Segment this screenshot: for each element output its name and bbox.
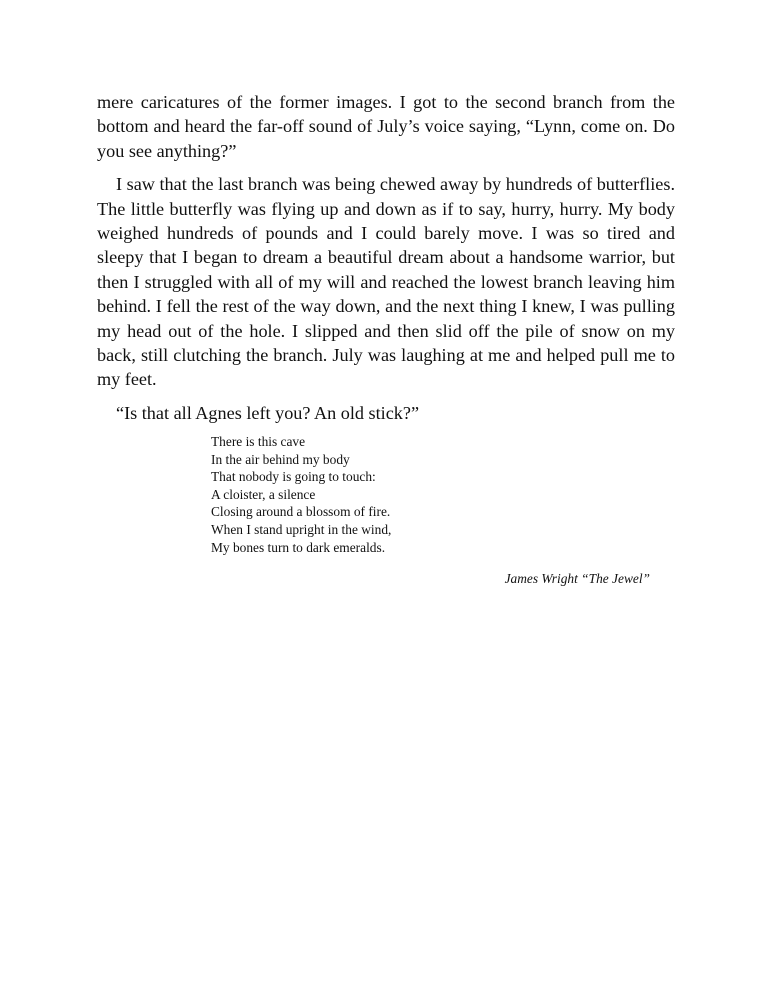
paragraph-dialogue: “Is that all Agnes left you? An old stick?” [116,402,420,423]
poem-line: A cloister, a silence [211,486,316,502]
poem-line: That nobody is going to touch: [211,469,376,485]
poem-attribution: James Wright “The Jewel” [504,571,650,586]
poem-line: When I stand upright in the wind, [211,521,392,537]
poem-line: There is this cave [211,434,306,449]
paragraph-butterflies: I saw that the last branch was being chewed away by hundreds of butterflies. The little butterfly was flying up and down as if to say, hurry, hurry. My body weighed hundreds of pounds and I could barely move. I was so tired and sleepy that I began to dream a beautiful dream about a handsome warrior, but then I struggled with all of my will and reached the lowest branch leaving him behind. I fell the rest of the way down, and the next thing I knew, I was pulling my head out of the hole. I slipped and then slid off the pile of snow on my back, still clutching the branch. July was laughing at me and helped pull me to my feet. [97,174,675,390]
prose-body [97,90,675,434]
poem-line: In the air behind my body [211,451,350,467]
poem-line: My bones turn to dark emeralds. [211,539,386,555]
poem-line: Closing around a blossom of fire. [211,504,391,520]
paragraph-continuation: mere caricatures of the former images. I got to the second branch from the bottom and heard the far-off sound of July’s voice saying, “Lynn, come on. Do you see anything?” [97,92,675,161]
poem-epigraph [211,433,511,556]
